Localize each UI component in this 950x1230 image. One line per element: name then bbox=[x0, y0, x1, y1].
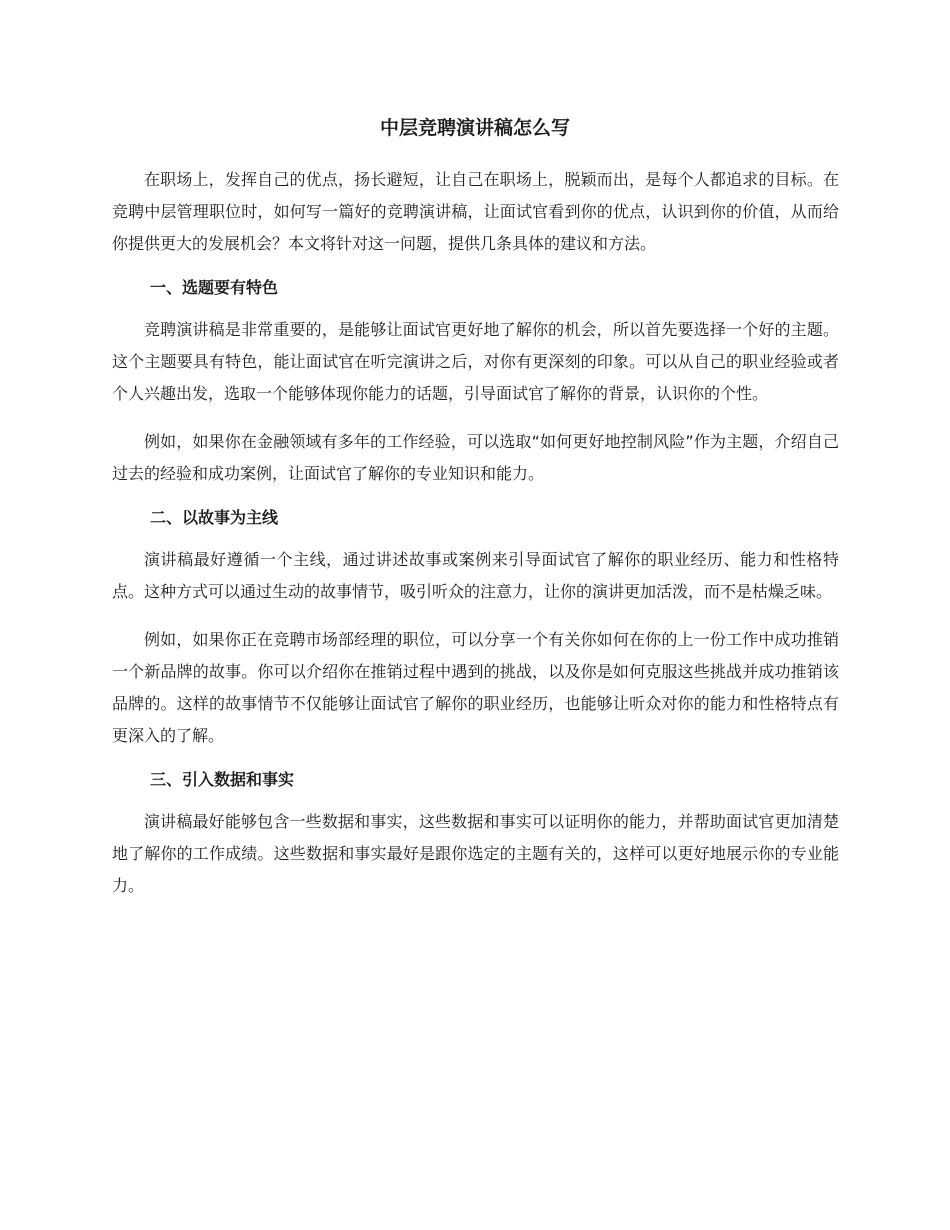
section-3-heading: 三、引入数据和事实 bbox=[150, 770, 295, 789]
section-1-heading: 一、选题要有特色 bbox=[150, 278, 279, 297]
intro-paragraph: 在职场上，发挥自己的优点，扬长避短，让自己在职场上，脱颖而出，是每个人都追求的目标。在竞聘中层管理职位时，如何写一篇好的竞聘演讲稿，让面试官看到你的优点，认识到你的价值，从而给你提供更大的发展机会？本文将针对这一问题，提供几条具体的建议和方法。 bbox=[112, 170, 839, 253]
page-title: 中层竞聘演讲稿怎么写 bbox=[379, 117, 570, 139]
section-2-paragraph-2: 例如，如果你正在竞聘市场部经理的职位，可以分享一个有关你如何在你的上一份工作中成功推销一个新品牌的故事。你可以介绍你在推销过程中遇到的挑战，以及你是如何克服这些挑战并成功推销该品牌的。这样的故事情节不仅能够让面试官了解你的职业经历，也能够让听众对你的能力和性格特点有更深入的了解。 bbox=[112, 630, 839, 745]
section-2-heading: 二、以故事为主线 bbox=[150, 508, 279, 527]
section-1-paragraph-2: 例如，如果你在金融领域有多年的工作经验，可以选取“如何更好地控制风险”作为主题，介绍自己过去的经验和成功案例，让面试官了解你的专业知识和能力。 bbox=[112, 432, 839, 483]
section-1-paragraph-1: 竞聘演讲稿是非常重要的，是能够让面试官更好地了解你的机会，所以首先要选择一个好的主题。这个主题要具有特色，能让面试官在听完演讲之后，对你有更深刻的印象。可以从自己的职业经验或者个人兴趣出发，选取一个能够体现你能力的话题，引导面试官了解你的背景，认识你的个性。 bbox=[112, 320, 839, 403]
document-body bbox=[112, 164, 839, 918]
section-2-paragraph-1: 演讲稿最好遵循一个主线，通过讲述故事或案例来引导面试官了解你的职业经历、能力和性格特点。这种方式可以通过生动的故事情节，吸引听众的注意力，让你的演讲更加活泼，而不是枯燥乏味。 bbox=[112, 550, 839, 601]
section-3-paragraph-1: 演讲稿最好能够包含一些数据和事实，这些数据和事实可以证明你的能力，并帮助面试官更加清楚地了解你的工作成绩。这些数据和事实最好是跟你选定的主题有关的，这样可以更好地展示你的专业能力。 bbox=[112, 812, 839, 895]
